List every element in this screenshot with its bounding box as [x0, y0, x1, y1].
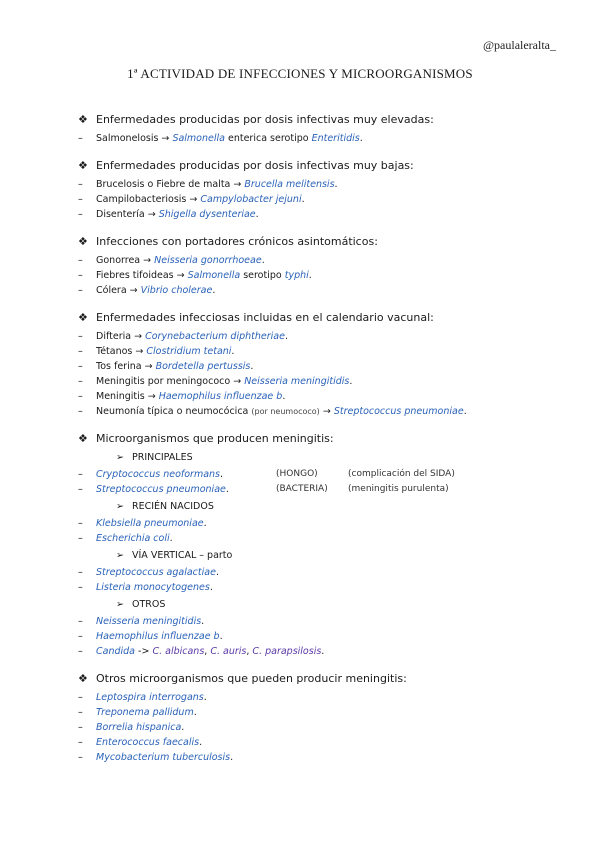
- section-heading: ❖ Otros microorganismos que pueden producir meningitis:: [78, 672, 407, 685]
- list-item: – Borrelia hispanica.: [78, 722, 185, 733]
- diamond-bullet-icon: ❖: [78, 432, 88, 445]
- list-item: – Difteria → Corynebacterium diphtheriae.: [78, 331, 288, 342]
- arrow-bullet-icon: ➢: [116, 599, 124, 610]
- list-item: – Disentería → Shigella dysenteriae.: [78, 209, 259, 220]
- list-item: – Meningitis por meningococo → Neisseria meningitidis.: [78, 376, 353, 387]
- list-item: – Neumonía típica o neumocócica (por neumococo) → Streptococcus pneumoniae.: [78, 406, 467, 417]
- list-item: – Cryptococcus neoformans. (HONGO) (complicación del SIDA): [78, 469, 455, 480]
- list-item: – Tos ferina → Bordetella pertussis.: [78, 361, 254, 372]
- section-low-dose: [78, 158, 568, 222]
- diamond-bullet-icon: ❖: [78, 159, 88, 172]
- list-item: – Escherichia coli.: [78, 533, 173, 544]
- list-item: – Fiebres tifoideas → Salmonella serotipo typhi.: [78, 270, 312, 281]
- arrow-bullet-icon: ➢: [116, 501, 124, 512]
- list-item: – Streptococcus pneumoniae. (BACTERIA) (meningitis purulenta): [78, 484, 449, 495]
- list-item: – Mycobacterium tuberculosis.: [78, 752, 234, 763]
- list-item: – Salmonelosis → Salmonella enterica serotipo Enteritidis.: [78, 133, 363, 144]
- subheading-principales: ➢ PRINCIPALES: [116, 452, 193, 463]
- list-item: – Brucelosis o Fiebre de malta → Brucella melitensis.: [78, 179, 338, 190]
- list-item: – Treponema pallidum.: [78, 707, 197, 718]
- list-item: – Meningitis → Haemophilus influenzae b.: [78, 391, 286, 402]
- list-item: – Haemophilus influenzae b.: [78, 631, 223, 642]
- subheading-recien-nacidos: ➢ RECIÉN NACIDOS: [116, 501, 214, 512]
- section-heading: ❖ Microorganismos que producen meningitis:: [78, 432, 334, 445]
- dash-bullet: –: [78, 133, 83, 144]
- diamond-bullet-icon: ❖: [78, 235, 88, 248]
- section-meningitis: [78, 431, 568, 659]
- list-item: – Neisseria meningitidis.: [78, 616, 205, 627]
- list-item: – Campilobacteriosis → Campylobacter jejuni.: [78, 194, 305, 205]
- section-heading: ❖ Infecciones con portadores crónicos asintomáticos:: [78, 235, 378, 248]
- list-item: – Gonorrea → Neisseria gonorrhoeae.: [78, 255, 265, 266]
- page-title: 1ª ACTIVIDAD DE INFECCIONES Y MICROORGANISMOS: [127, 66, 473, 81]
- list-item: – Klebsiella pneumoniae.: [78, 518, 207, 529]
- arrow-bullet-icon: ➢: [116, 550, 124, 561]
- diamond-bullet-icon: ❖: [78, 113, 88, 126]
- subheading-via-vertical: ➢ VÍA VERTICAL – parto: [116, 550, 233, 561]
- section-heading: ❖ Enfermedades infecciosas incluidas en el calendario vacunal:: [78, 311, 434, 324]
- section-vaccine-calendar: [78, 310, 568, 419]
- arrow-bullet-icon: ➢: [116, 452, 124, 463]
- author-handle: @paulaleralta_: [482, 38, 556, 52]
- list-item: – Listeria monocytogenes.: [78, 582, 213, 593]
- section-chronic-carriers: [78, 234, 568, 298]
- subheading-otros: ➢ OTROS: [116, 599, 166, 610]
- section-other-meningitis: [78, 671, 568, 765]
- document-body: [78, 112, 568, 777]
- list-item: – Candida -> C. albicans, C. auris, C. parapsilosis.: [78, 646, 325, 657]
- list-item: – Streptococcus agalactiae.: [78, 567, 219, 578]
- section-high-dose: [78, 112, 568, 146]
- diamond-bullet-icon: ❖: [78, 672, 88, 685]
- diamond-bullet-icon: ❖: [78, 311, 88, 324]
- list-item: – Cólera → Vibrio cholerae.: [78, 285, 216, 296]
- list-item: – Leptospira interrogans.: [78, 692, 207, 703]
- list-item: – Tétanos → Clostridium tetani.: [78, 346, 235, 357]
- section-heading: ❖ Enfermedades producidas por dosis infectivas muy elevadas:: [78, 113, 434, 126]
- list-item: – Enterococcus faecalis.: [78, 737, 203, 748]
- section-heading: ❖ Enfermedades producidas por dosis infectivas muy bajas:: [78, 159, 414, 172]
